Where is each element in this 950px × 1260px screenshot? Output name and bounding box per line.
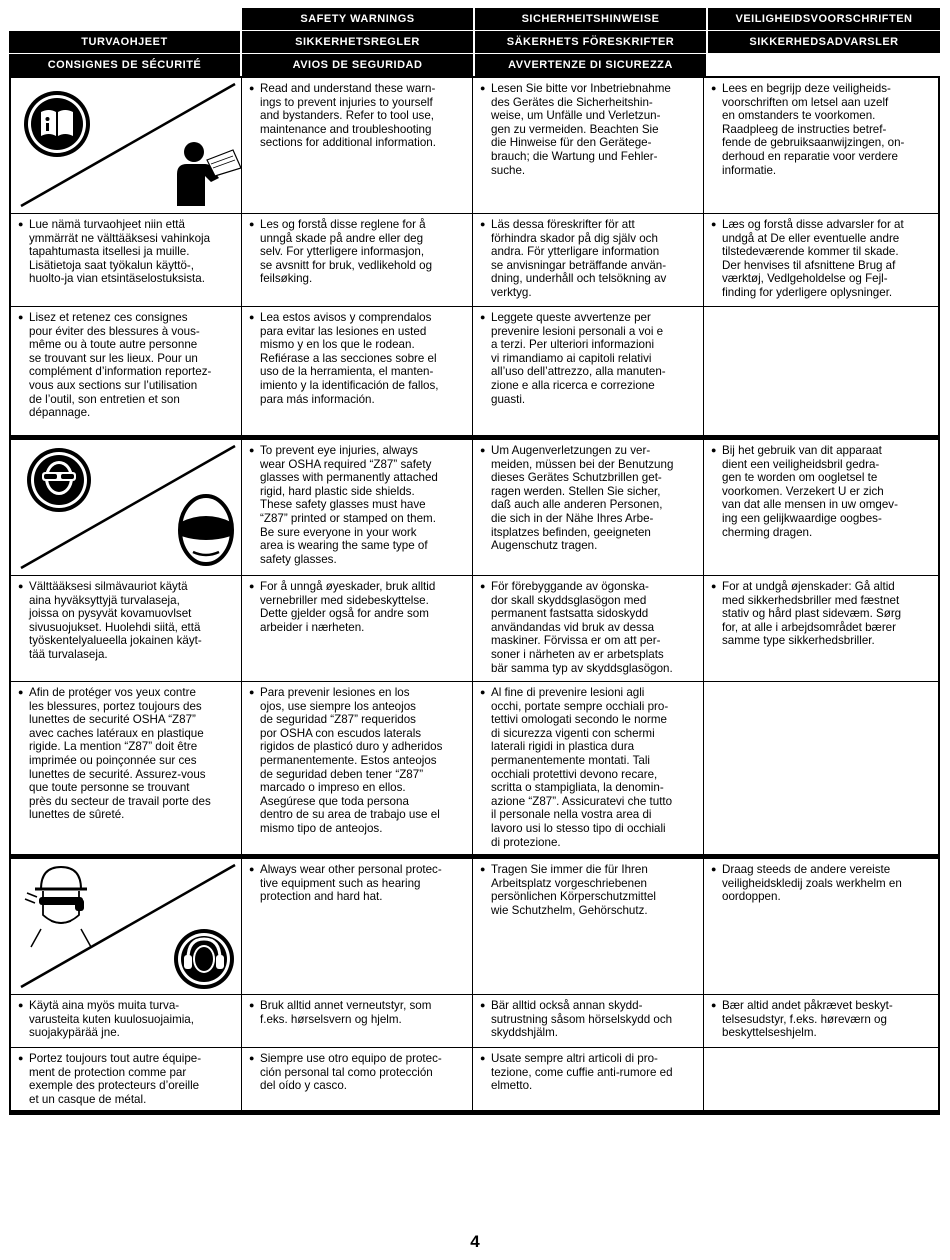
text-english: ● Read and understand these warn- ings to prevent injuries to yourself and bystanders. Refer to tool use, maintenance and troubleshooting sections for additional information. [250,82,466,150]
header-row-3 [9,54,940,76]
table-row [11,859,938,995]
header-avios-de-seguridad: AVIOS DE SEGURIDAD [242,54,473,76]
text-french: ● Lisez et retenez ces consignes pour éviter des blessures à vous- même ou à toute autre personne se trouvant sur les lieux. Pour un complément d’information reportez- vous aux sections sur l’utilisation de l’outil, son entretien et son dépannage. [19,311,235,420]
table-row [11,214,938,307]
header-consignes-de-securite: CONSIGNES DE SÉCURITÉ [9,54,240,76]
table-row [11,576,938,682]
header-safety-warnings: SAFETY WARNINGS [242,8,473,30]
text-german: ● Tragen Sie immer die für Ihren Arbeitsplatz vorgeschriebenen persönlichen Körperschutzmittel wie Schutzhelm, Gehörschutz. [481,863,697,917]
text-italian: ● Leggete queste avvertenze per prevenire lesioni personali a voi e a terzi. Per ulteriori informazioni vi rimandiamo ai capitoli relativi all’uso dell’attrezzo, alla manuten- zione e alla ricerca e correzione guasti. [481,311,697,406]
text-german: ● Lesen Sie bitte vor Inbetriebnahme des Gerätes die Sicherheitshin- weise, um Unfälle und Verletzun- gen zu vermeiden. Beachten Sie die Hinweise für den Gerätege- brauch; die Wartung und Fehler- suche. [481,82,697,177]
header-avvertenze-di-sicurezza: AVVERTENZE DI SICUREZZA [475,54,706,76]
text-finnish: ● Käytä aina myös muita turva- varusteita kuten kuulosuojaimia, suojakypärää jne. [19,999,235,1040]
text-spanish: ● Lea estos avisos y comprendalos para evitar las lesiones en usted mismo y en los que le rodean. Refiérase a las secciones sobre el uso de la herramienta, el manten- imiento y la identificación de fallos, para más información. [250,311,466,406]
header-sikkerhedsadvarsler: SIKKERHEDSADVARSLER [708,31,940,53]
text-dutch: ● Lees en begrijp deze veiligheids- voorschriften om letsel aan uzelf en omstanders te voorkomen. Raadpleeg de instructies betref- fende de gebruiksaanwijzingen, on- derhoud en reparatie voor verdere informatie. [712,82,931,177]
text-italian: ● Usate sempre altri articoli di pro- tezione, come cuffie anti-rumore ed elmetto. [481,1052,697,1093]
text-swedish: ● Läs dessa föreskrifter för att förhindra skador på dig själv och andra. För ytterligare information se anvisningar beträffande använ- dning, underhåll och telsökning av verktyg. [481,218,697,300]
table-row [11,78,938,214]
text-finnish: ● Lue nämä turvaohjeet niin että ymmärrät ne välttääksesi vahinkoja tapahtumasta itsellesi ja muille. Lisätietoja saat työkalun käyttö-, huolto-ja vian etsintäselostuksista. [19,218,235,286]
icon-cell [11,859,242,994]
table-row [11,440,938,576]
table-row [11,1048,938,1110]
read-manual-icon [24,91,90,157]
text-danish: ● For at undgå øjenskader: Gå altid med sikkerhedsbriller med fæstnet stativ og hård plast sidevæm. Sørg for, at alle i arbejdsområdet bærer samme type sikkerhedsbriller. [712,580,931,648]
page-number: 4 [470,1232,480,1251]
ear-protection-sign-icon [174,929,234,989]
text-english: ● Always wear other personal protec- tive equipment such as hearing protection and hard hat. [250,863,466,904]
text-finnish: ● Välttääksesi silmävauriot käytä aina hyväksyttyjä turvalaseja, joissa on pysyvät kovamuovlset sivusuojukset. Huolehdi siitä, että työskentelyalueella jokainen käyt- tää turvalaseja. [19,580,235,662]
header-sicherheitshinweise: SICHERHEITSHINWEISE [475,8,706,30]
header-veiligheidsvoorschriften: VEILIGHEIDSVOORSCHRIFTEN [708,8,940,30]
safety-glasses-sign-icon [27,448,91,512]
text-dutch: ● Draag steeds de andere vereiste veiligheidskledij zoals werkhelm en oordoppen. [712,863,931,904]
text-english: ● To prevent eye injuries, always wear OSHA required “Z87” safety glasses with permanently attached rigid, hard plastic side shields. These safety glasses must have “Z87” printed or stamped on them. Be sure everyone in your work area is wearing the same type of safety glasses. [250,444,466,566]
text-spanish: ● Siempre use otro equipo de protec- ción personal tal como protección del oído y casco. [250,1052,466,1093]
text-swedish: ● Bär alltid också annan skydd- sutrustning såsom hörselskydd och skyddshjälm. [481,999,697,1040]
table-row [11,682,938,854]
person-reading-icon [177,142,241,206]
safety-page [9,8,940,1115]
section-read-manual [9,76,940,435]
text-spanish: ● Para prevenir lesiones en los ojos, use siempre los anteojos de seguridad “Z87” requeridos por OSHA con escudos laterals rigidos de plasticó duro y adheridos permanentemente. Estos anteojos de seguridad deben tener “Z87” marcado o impreso en ellos. Asegúrese que toda persona dentro de su area de trabajo use el mismo tipo de anteojos. [250,686,466,836]
header-row-1 [9,8,940,30]
text-dutch: ● Bij het gebruik van dit apparaat dient een veiligheidsbril gedra- gen te worden om oogletsel te voorkomen. Verzekert U er zich van dat alle mensen in uw omgev- ing een gelijkwaardige oogbes- cherming dragen. [712,444,931,539]
text-swedish: ● För förebyggande av ögonska- dor skall skyddsglasögon med permanent fastsatta sidoskydd användandas vid bruk av dessa maskiner. Förvissa er om att per- soner i närheten av er arbetsplats bär samma typ av skyddsglasögon. [481,580,697,675]
text-norwegian: ● For å unngå øyeskader, bruk alltid vernebriller med sidebeskyttelse. Dette gjelder også for andre som arbeider i nærheten. [250,580,466,634]
header-sikkerhetsregler: SIKKERHETSREGLER [242,31,473,53]
header-row-2 [9,31,940,53]
text-norwegian: ● Les og forstå disse reglene for å unngå skade på andre eller deg selv. For ytterligere informasjon, se avsnitt for bruk, vedlikehold og feilsøking. [250,218,466,286]
header-turvaohjeet: TURVAOHJEET [9,31,240,53]
table-row [11,307,938,435]
text-french: ● Afin de protéger vos yeux contre les blessures, portez toujours des lunettes de securité OSHA “Z87” avec caches latéraux en plastique rigide. La mention “Z87” doit être imprimée ou poinçonnée sur ces lunettes de securité. Assurez-vous que toute personne se trouvant près du secteur de travail porte des lunettes de sûreté. [19,686,235,822]
text-norwegian: ● Bruk alltid annet verneutstyr, som f.eks. hørselsvern og hjelm. [250,999,466,1026]
icon-cell [11,78,242,213]
text-danish: ● Læs og forstå disse advarsler for at undgå at De eller eventuelle andre tilstedeværende kommer til skade. Der henvises til afsnittene Brug af værktøj, Vedlgeholdelse og Fejl- finding for yderligere oplysninger. [712,218,931,300]
header-sakerhets-foreskrifter: SÄKERHETS FÖRESKRIFTER [475,31,706,53]
goggles-face-icon [180,496,232,564]
text-italian: ● Al fine di prevenire lesioni agli occhi, portate sempre occhiali pro- tettivi omologati secondo le norme di sicurezza vigenti con schermi laterali rigidi in plastica dura permanentemente montati. Tali occhiali protettivi devono recare, scritta o stampigliata, la denomin- azione “Z87”. Assicuratevi che tutto il personale nella vostra area di lavoro usi lo stesso tipo di occhiali di protezione. [481,686,697,849]
section-personal-protective-equipment [9,854,940,1115]
hard-hat-worker-icon [25,867,91,947]
text-danish: ● Bær altid andet påkrævet beskyt- telsesudstyr, f.eks. høreværn og beskyttelseshjelm. [712,999,931,1040]
icon-cell [11,440,242,575]
section-safety-glasses [9,435,940,854]
text-french: ● Portez toujours tout autre équipe- ment de protection comme par exemple des protecteurs d’oreille et un casque de métal. [19,1052,235,1106]
table-row [11,995,938,1048]
text-german: ● Um Augenverletzungen zu ver- meiden, müssen bei der Benutzung dieses Gerätes Schutzbrillen get- ragen werden. Stellen Sie sicher, daß auch alle anderen Personen, die sich in der Nähe Ihres Arbe- itsplatzes befinden, geeigneten Augenschutz tragen. [481,444,697,553]
